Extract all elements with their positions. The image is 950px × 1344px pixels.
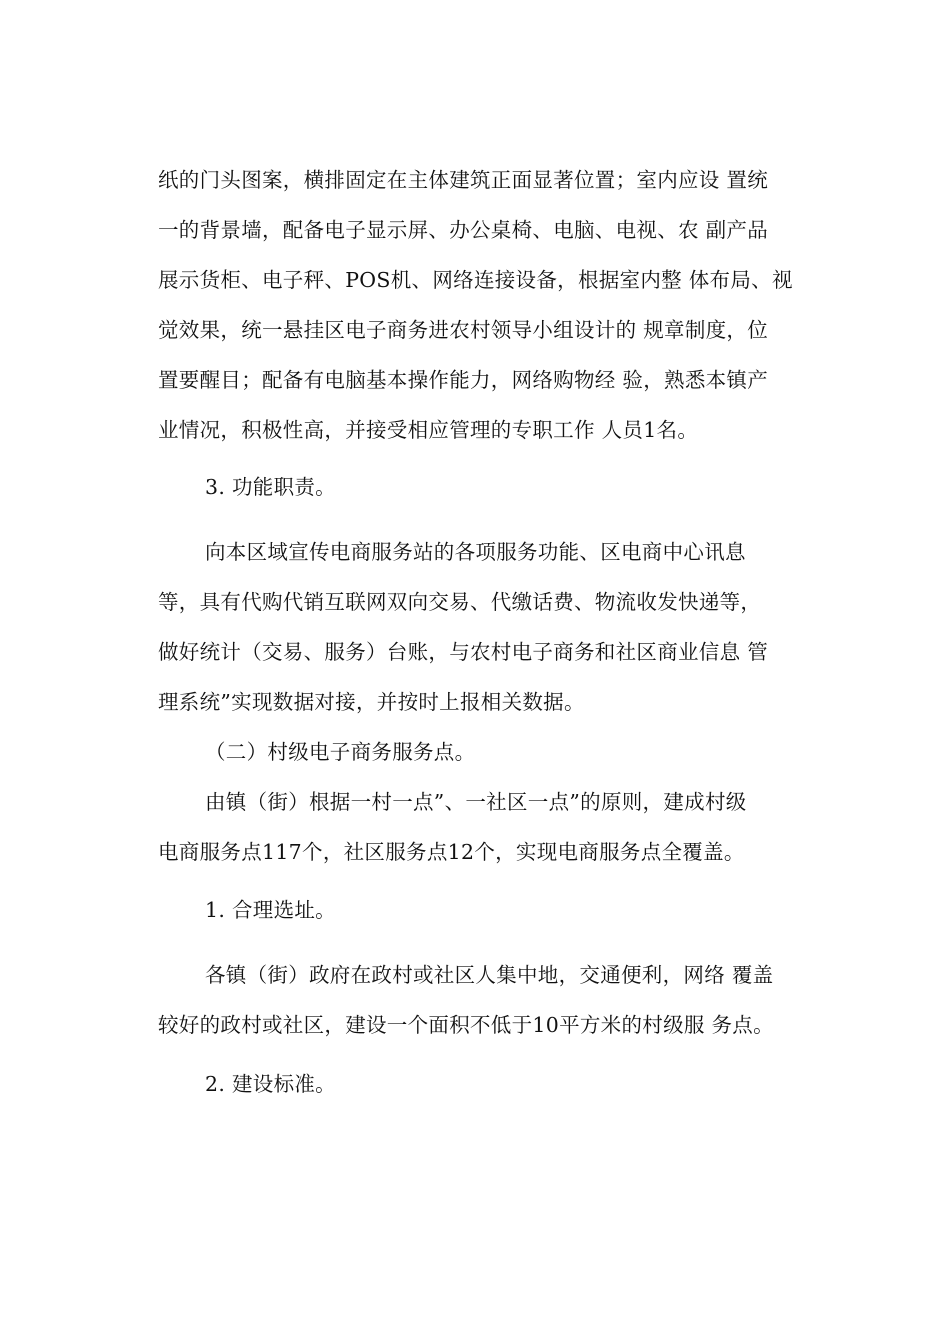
text-line: 做好统计（交易、服务）台账，与农村电子商务和社区商业信息 管 bbox=[158, 640, 769, 664]
text-line: 由镇（街）根据一村一点”、一社区一点”的原则，建成村级 bbox=[205, 790, 747, 814]
text-line: 向本区域宣传电商服务站的各项服务功能、区电商中心讯息 bbox=[205, 540, 746, 564]
text-line: 等，具有代购代销互联网双向交易、代缴话费、物流收发快递等， bbox=[158, 590, 762, 614]
text-line: 觉效果，统一悬挂区电子商务进农村领导小组设计的 规章制度，位 bbox=[158, 318, 769, 342]
section-heading: 2. 建设标准。 bbox=[205, 1072, 336, 1096]
text-line: 较好的政村或社区，建设一个面积不低于10平方米的村级服 务点。 bbox=[158, 1013, 774, 1037]
text-line: 纸的门头图案，横排固定在主体建筑正面显著位置；室内应设 置统 bbox=[158, 168, 769, 192]
text-line: 理系统”实现数据对接，并按时上报相关数据。 bbox=[158, 690, 585, 714]
section-heading: （二）村级电子商务服务点。 bbox=[205, 740, 476, 764]
section-heading: 3. 功能职责。 bbox=[205, 475, 336, 499]
text-line: 电商服务点117个，社区服务点12个，实现电商服务点全覆盖。 bbox=[158, 840, 745, 864]
text-line: 各镇（街）政府在政村或社区人集中地，交通便利，网络 覆盖 bbox=[205, 963, 774, 987]
section-heading: 1. 合理选址。 bbox=[205, 898, 336, 922]
text-line: 置要醒目；配备有电脑基本操作能力，网络购物经 验，熟悉本镇产 bbox=[158, 368, 769, 392]
text-line: 一的背景墙，配备电子显示屏、办公桌椅、电脑、电视、农 副产品 bbox=[158, 218, 769, 242]
text-line: 业情况，积极性高，并接受相应管理的专职工作 人员1名。 bbox=[158, 418, 699, 442]
text-line: 展示货柜、电子秤、POS机、网络连接设备，根据室内整 体布局、视 bbox=[158, 268, 793, 292]
